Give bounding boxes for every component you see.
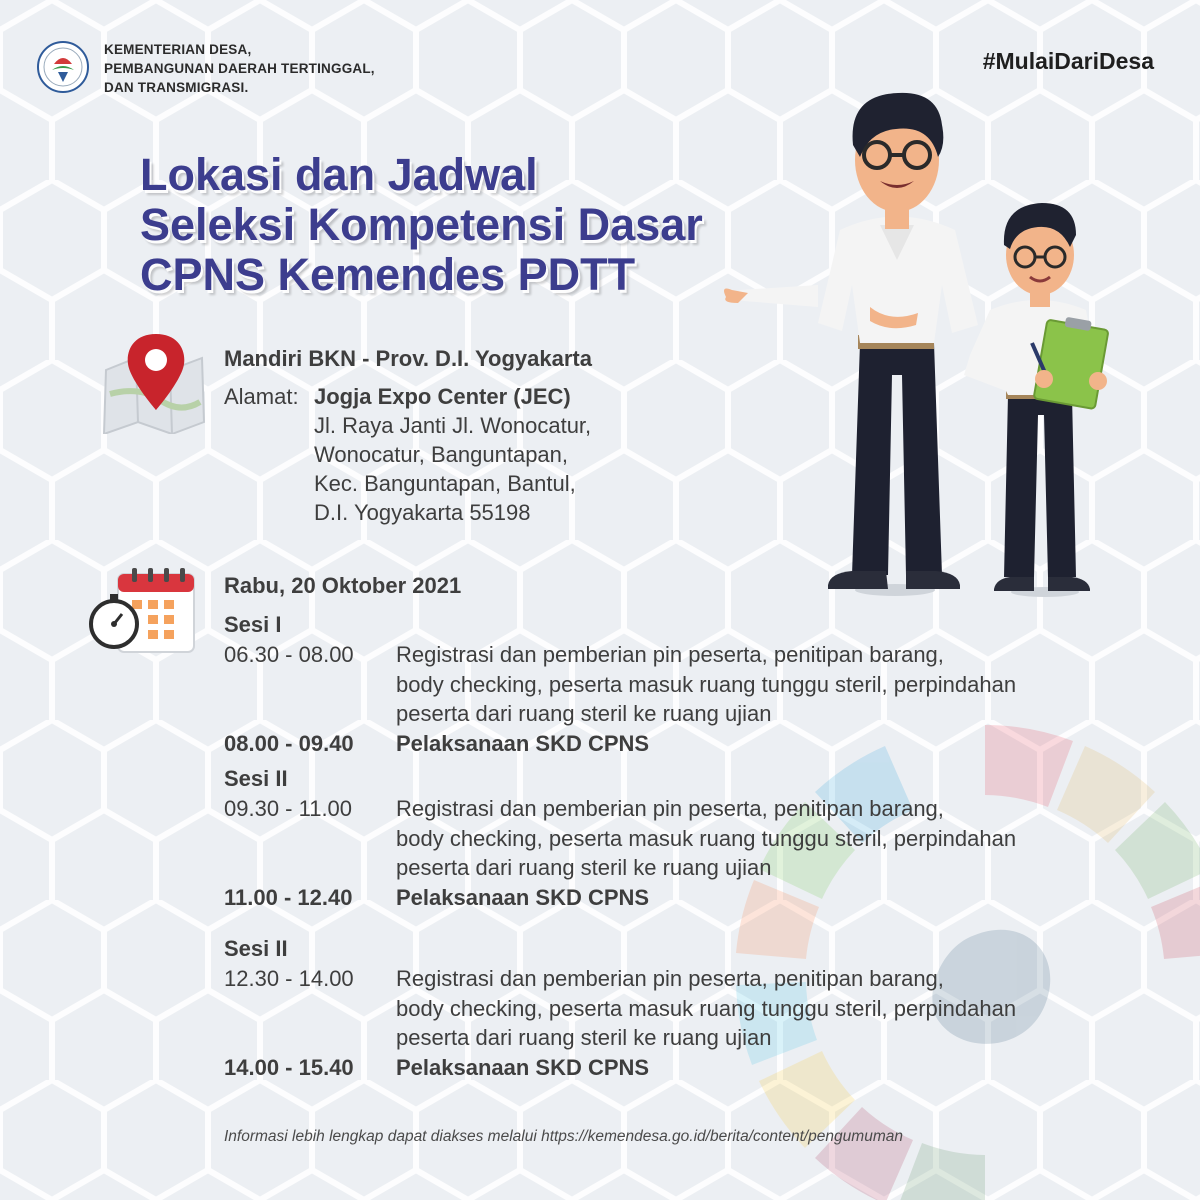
- description-line: body checking, peserta masuk ruang tunggu steril, perpindahan: [396, 995, 1017, 1021]
- page-title: [140, 150, 703, 300]
- session-title: Sesi II: [224, 766, 288, 791]
- address-line: Wonocatur, Banguntapan,: [314, 442, 569, 467]
- organization-header: [36, 40, 375, 97]
- schedule-row: [224, 729, 1016, 759]
- schedule-description: [396, 640, 1016, 729]
- schedule-time: 11.00 - 12.40: [224, 884, 353, 910]
- schedule-description: [396, 964, 1016, 1053]
- footer-info: Informasi lebih lengkap dapat diakses melalui https://kemendesa.go.id/berita/content/pengumuman: [224, 1128, 903, 1145]
- organization-name: [104, 40, 375, 97]
- description-line: peserta dari ruang steril ke ruang ujian: [396, 1025, 772, 1050]
- people-illustration: [720, 85, 1140, 605]
- location-section: [224, 346, 592, 527]
- description-line: body checking, peserta masuk ruang tunggu steril, perpindahan: [396, 825, 1017, 851]
- hashtag: #MulaiDariDesa: [982, 48, 1154, 74]
- schedule-time: 06.30 - 08.00: [224, 642, 354, 667]
- schedule-description: [396, 794, 1016, 883]
- address: [224, 384, 592, 527]
- title-line: CPNS Kemendes PDTT: [140, 249, 636, 300]
- description-line: Registrasi dan pemberian pin peserta, penitipan barang,: [396, 966, 944, 991]
- calendar-stopwatch-icon: [88, 568, 198, 656]
- schedule-time: 12.30 - 14.00: [224, 966, 354, 991]
- kemendesa-logo-icon: [36, 40, 90, 94]
- title-line: Seleksi Kompetensi Dasar: [140, 199, 703, 250]
- org-line: DAN TRANSMIGRASI.: [104, 80, 249, 95]
- schedule-description: Pelaksanaan SKD CPNS: [396, 730, 650, 756]
- org-line: KEMENTERIAN DESA,: [104, 42, 252, 57]
- address-line: Jl. Raya Janti Jl. Wonocatur,: [314, 413, 592, 438]
- address-line: Kec. Banguntapan, Bantul,: [314, 471, 576, 496]
- schedule-time: 14.00 - 15.40: [224, 1054, 354, 1080]
- clipboard-icon: [1034, 314, 1110, 409]
- description-line: peserta dari ruang steril ke ruang ujian: [396, 701, 772, 726]
- address-lines: [314, 382, 591, 527]
- address-line: D.I. Yogyakarta 55198: [314, 500, 531, 525]
- venue-name: Jogja Expo Center (JEC): [314, 384, 571, 409]
- schedule-date: Rabu, 20 Oktober 2021: [224, 573, 462, 598]
- schedule-description: Pelaksanaan SKD CPNS: [396, 884, 650, 910]
- description-line: peserta dari ruang steril ke ruang ujian: [396, 855, 772, 880]
- description-line: Registrasi dan pemberian pin peserta, penitipan barang,: [396, 796, 944, 821]
- schedule-row: [224, 883, 1016, 913]
- session-title: Sesi I: [224, 612, 282, 637]
- schedule-row: [224, 964, 1016, 1053]
- address-label: Alamat:: [224, 384, 299, 409]
- map-pin-icon: [100, 330, 208, 434]
- description-line: Registrasi dan pemberian pin peserta, penitipan barang,: [396, 642, 944, 667]
- schedule-section: [224, 568, 1016, 1082]
- description-line: body checking, peserta masuk ruang tunggu steril, perpindahan: [396, 671, 1017, 697]
- session-title: Sesi II: [224, 936, 288, 961]
- schedule-time: 09.30 - 11.00: [224, 796, 353, 821]
- org-line: PEMBANGUNAN DAERAH TERTINGGAL,: [104, 61, 375, 76]
- schedule-row: [224, 794, 1016, 883]
- boy-illustration: [964, 203, 1110, 597]
- schedule-description: Pelaksanaan SKD CPNS: [396, 1054, 650, 1080]
- schedule-row: [224, 640, 1016, 729]
- schedule-time: 08.00 - 09.40: [224, 730, 354, 756]
- man-illustration: [724, 93, 978, 596]
- schedule-row: [224, 1053, 1016, 1083]
- location-place: Mandiri BKN - Prov. D.I. Yogyakarta: [224, 346, 592, 371]
- title-line: Lokasi dan Jadwal: [140, 149, 538, 200]
